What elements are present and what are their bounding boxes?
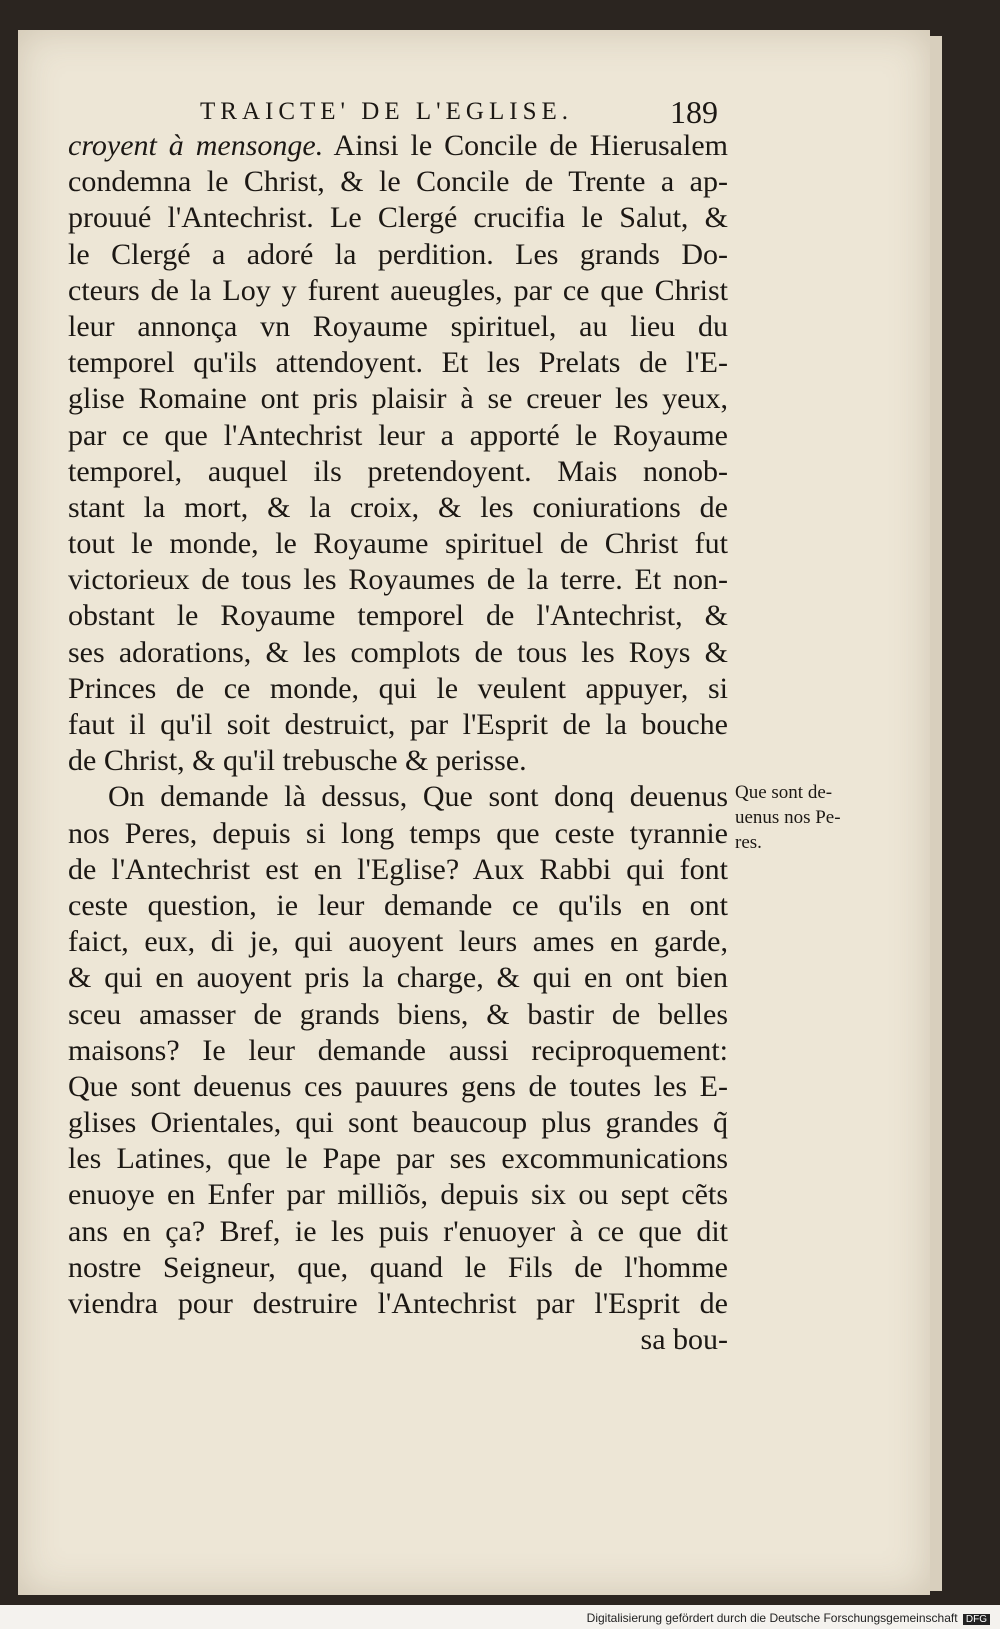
page-edge bbox=[930, 36, 942, 1591]
text-line: tout le monde, le Royaume spirituel de Christ fut bbox=[68, 527, 728, 561]
running-head: TRAICTE' DE L'EGLISE. bbox=[200, 98, 573, 125]
text-line: par ce que l'Antechrist leur a apporté le Royaume bbox=[68, 418, 728, 452]
text-line: de Christ, & qu'il trebusche & perisse. bbox=[68, 744, 527, 778]
text-line: Que sont deuenus ces pauures gens de toutes les E- bbox=[68, 1069, 728, 1103]
text-line: glises Orientales, qui sont beaucoup plus grandes q̃ bbox=[68, 1106, 728, 1140]
page-number: 189 bbox=[670, 94, 718, 130]
italic-phrase: croyent à mensonge. bbox=[68, 129, 324, 162]
dfg-logo: DFG bbox=[963, 1614, 990, 1625]
text-line: viendra pour destruire l'Antechrist par l'Esprit de bbox=[68, 1287, 728, 1320]
text-line: enuoye en Enfer par milliõs, depuis six ou sept cẽts bbox=[68, 1178, 728, 1212]
text-line: les Latines, que le Pape par ses excommunications bbox=[68, 1142, 728, 1176]
text-line: victorieux de tous les Royaumes de la terre. Et non- bbox=[68, 563, 728, 597]
text-line bbox=[68, 128, 728, 164]
catchword: sa bou- bbox=[640, 1323, 728, 1357]
text-line: ceste question, ie leur demande ce qu'ils en ont bbox=[68, 888, 728, 922]
body-text bbox=[68, 128, 728, 1358]
text-line: faict, eux, di je, qui auoyent leurs ames en garde, bbox=[68, 925, 728, 959]
text-line: temporel qu'ils attendoyent. Et les Prelats de l'E- bbox=[68, 346, 728, 380]
text-line: sceu amasser de grands biens, & bastir de belles bbox=[68, 997, 728, 1031]
text-line: On demande là dessus, Que sont donq deuenus bbox=[108, 780, 728, 814]
text-line: de l'Antechrist est en l'Eglise? Aux Rabbi qui font bbox=[68, 852, 728, 886]
text-line: glise Romaine ont pris plaisir à se creuer les yeux, bbox=[68, 382, 728, 416]
text-line: & qui en auoyent pris la charge, & qui en ont bien bbox=[68, 961, 728, 995]
line-remainder: Ainsi le Concile de Hierusalem bbox=[323, 129, 728, 162]
text-line: Princes de ce monde, qui le veulent appuyer, si bbox=[68, 671, 728, 705]
text-line: le Clergé a adoré la perdition. Les grands Do- bbox=[68, 237, 728, 271]
text-line: ans en ça? Bref, ie les puis r'enuoyer à ce que dit bbox=[68, 1214, 728, 1248]
text-line: maisons? Ie leur demande aussi reciproquement: bbox=[68, 1033, 728, 1067]
text-line: nostre Seigneur, que, quand le Fils de l'homme bbox=[68, 1250, 728, 1284]
text-line: leur annonça vn Royaume spirituel, au lieu du bbox=[68, 309, 728, 343]
marginal-note-line: uenus nos Pe- bbox=[735, 807, 841, 828]
text-line: faut il qu'il soit destruict, par l'Esprit de la bouche bbox=[68, 708, 728, 741]
marginal-note-line: res. bbox=[735, 832, 762, 853]
digitization-credit bbox=[587, 1611, 990, 1625]
marginal-note bbox=[735, 780, 885, 855]
text-line: obstant le Royaume temporel de l'Antechrist, & bbox=[68, 599, 728, 633]
text-line: stant la mort, & la croix, & les coniurations de bbox=[68, 490, 728, 524]
credit-text: Digitalisierung gefördert durch die Deutsche Forschungsgemeinschaft bbox=[586, 1611, 958, 1625]
text-line: condemna le Christ, & le Concile de Trente a ap- bbox=[68, 165, 728, 199]
text-line: prouué l'Antechrist. Le Clergé crucifia le Salut, & bbox=[68, 201, 728, 235]
text-line: cteurs de la Loy y furent aueugles, par ce que Christ bbox=[68, 273, 728, 307]
text-line: temporel, auquel ils pretendoyent. Mais nonob- bbox=[68, 454, 728, 488]
marginal-note-line: Que sont de- bbox=[735, 782, 833, 803]
text-line: nos Peres, depuis si long temps que ceste tyrannie bbox=[68, 816, 728, 850]
text-line: ses adorations, & les complots de tous les Roys & bbox=[68, 635, 728, 669]
